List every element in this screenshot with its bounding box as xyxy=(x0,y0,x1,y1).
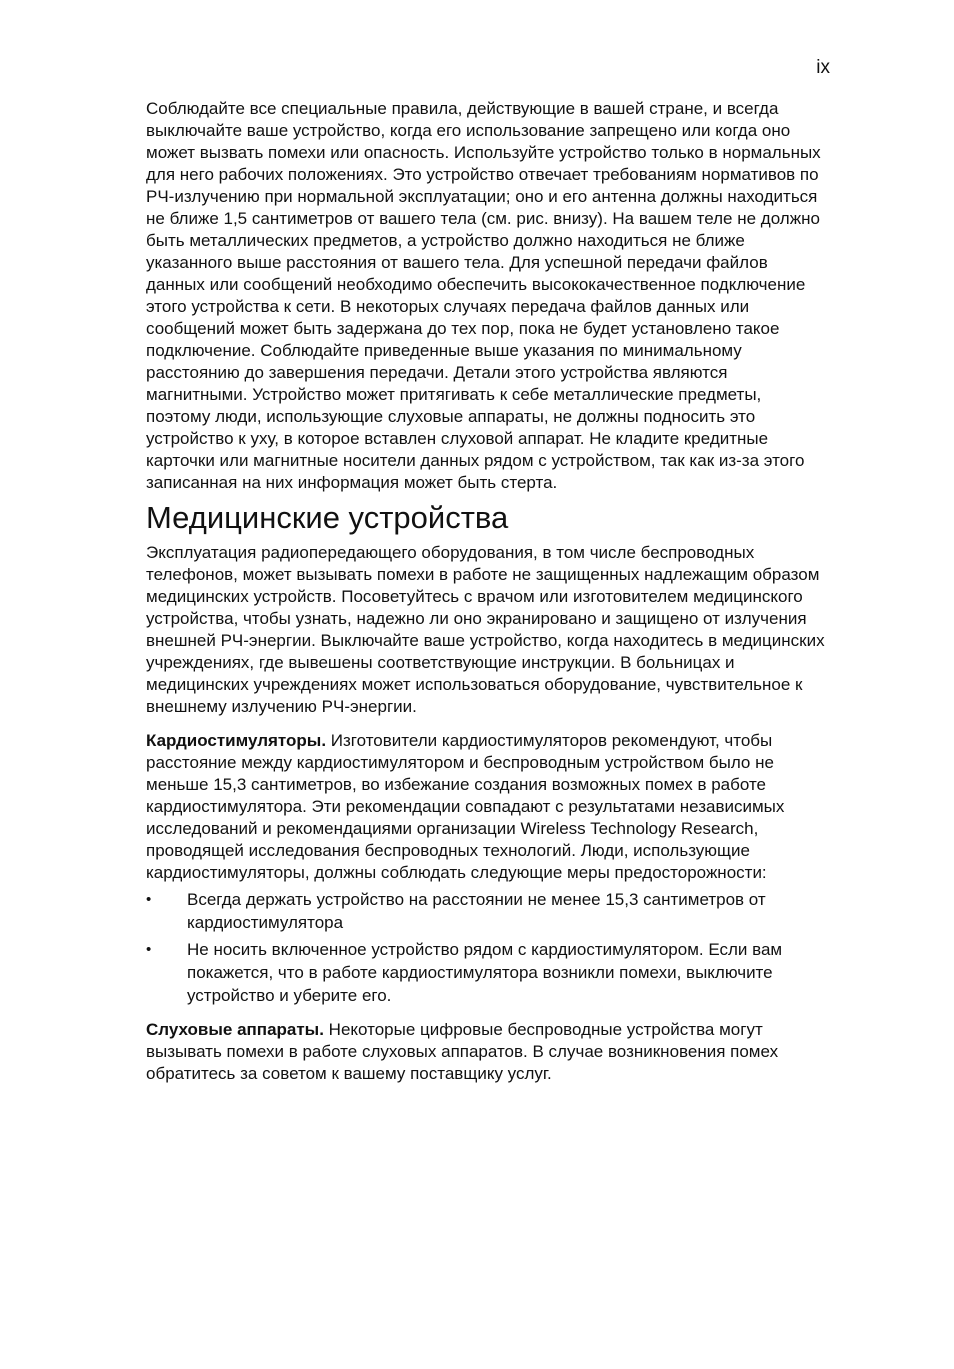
hearing-aids-paragraph xyxy=(146,1019,830,1085)
pacemakers-text: Изготовители кардиостимуляторов рекомендуют, чтобы расстояние между кардиостимулятором и беспроводным устройством было не меньше 15,3 сантиметров, во избежание создания возможных помех в работе кардиостимулятора. Эти рекомендации совпадают с результатами независимых исследований и рекомендациями организации Wireless Technology Research, проводящей исследования беспроводных технологий. Люди, использующие кардиостимуляторы, должны соблюдать следующие меры предосторожности: xyxy=(146,731,785,882)
medical-paragraph: Эксплуатация радиопередающего оборудования, в том числе беспроводных телефонов, может вызывать помехи в работе не защищенных надлежащим образом медицинских устройств. Посоветуйтесь с врачом или изготовителем медицинского устройства, чтобы узнать, надежно ли оно экранировано и защищено от излучения внешней РЧ-энергии. Выключайте ваше устройство, когда находитесь в медицинских учреждениях, где вывешены соответствующие инструкции. В больницах и медицинских учреждениях может использоваться оборудование, чувствительное к внешнему излучению РЧ-энергии. xyxy=(146,543,825,716)
list-item xyxy=(146,938,830,1007)
hearing-aids-lead: Слуховые аппараты. xyxy=(146,1020,324,1039)
hearing-aids-text: Некоторые цифровые беспроводные устройства могут вызывать помехи в работе слуховых аппаратов. В случае возникновения помех обратитесь за советом к вашему поставщику услуг. xyxy=(146,1020,779,1083)
bullet-icon: • xyxy=(146,891,152,908)
list-item-text: Всегда держать устройство на расстоянии не менее 15,3 сантиметров от кардиостимулятора xyxy=(187,890,766,932)
bullet-icon: • xyxy=(146,941,152,958)
list-item xyxy=(146,888,830,934)
pacemakers-paragraph xyxy=(146,730,830,884)
intro-paragraph: Соблюдайте все специальные правила, действующие в вашей стране, и всегда выключайте ваше устройство, когда его использование запрещено или когда оно может вызвать помехи или опасность. Используйте устройство только в нормальных для него рабочих положениях. Это устройство отвечает требованиям нормативов по РЧ-излучению при нормальной эксплуатации; оно и его антенна должны находиться не ближе 1,5 сантиметров от вашего тела (см. рис. внизу). На вашем теле не должно быть металлических предметов, а устройство должно находиться не ближе указанного выше расстояния от вашего тела. Для успешной передачи файлов данных или сообщений необходимо обеспечить высококачественное подключение этого устройства к сети. В некоторых случаях передача файлов данных или сообщений может быть задержана до тех пор, пока не будет установлено такое подключение. Соблюдайте приведенные выше указания по минимальному расстоянию до завершения передачи. Детали этого устройства являются магнитными. Устройство может притягивать к себе металлические предметы, поэтому люди, использующие слуховые аппараты, не должны подносить это устройство к уху, в которое вставлен слуховой аппарат. Не кладите кредитные карточки или магнитные носители данных рядом с устройством, так как из-за этого записанная на них информация может быть стерта. xyxy=(146,99,821,492)
pacemaker-precautions-list xyxy=(146,888,830,1007)
pacemakers-lead: Кардиостимуляторы. xyxy=(146,731,327,750)
list-item-text: Не носить включенное устройство рядом с кардиостимулятором. Если вам покажется, что в работе кардиостимулятора возникли помехи, выключите устройство и уберите его. xyxy=(187,940,783,1005)
section-heading-medical: Медицинские устройства xyxy=(146,500,509,535)
document-body xyxy=(146,98,830,1085)
page-number: ix xyxy=(816,57,830,78)
